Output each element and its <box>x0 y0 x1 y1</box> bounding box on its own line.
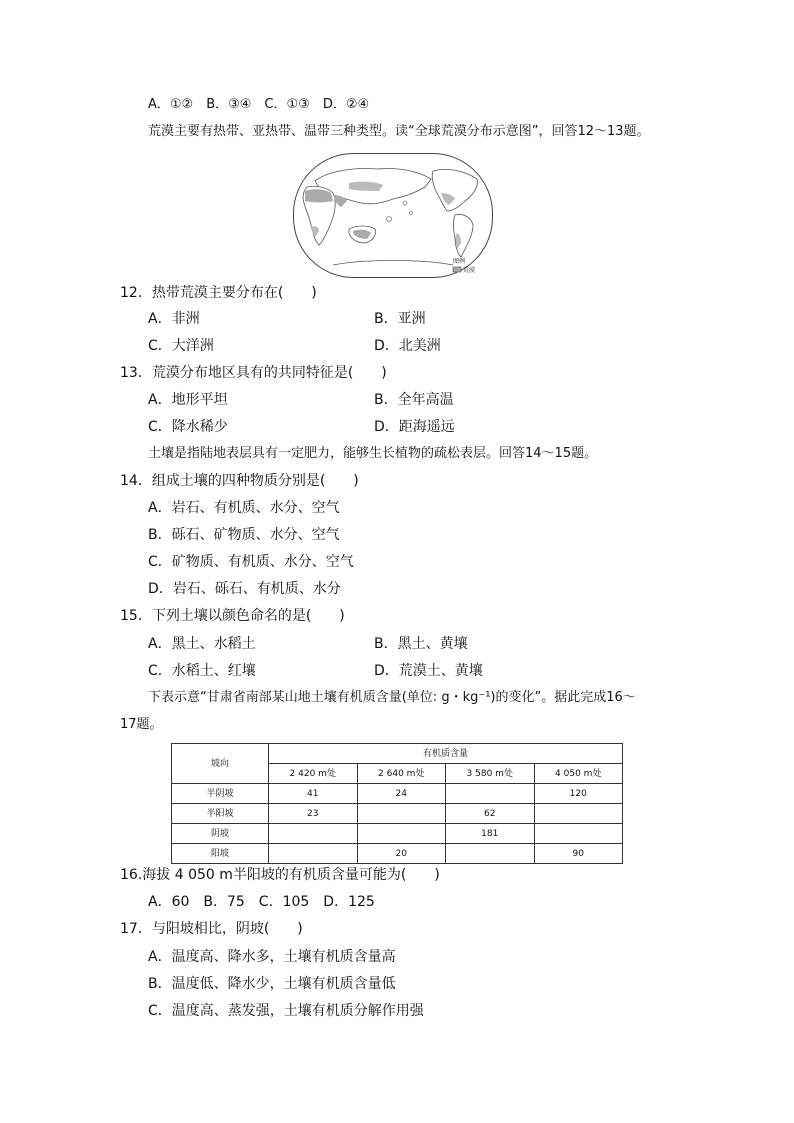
q12-option-b: B．亚洲 <box>374 311 426 327</box>
q13-option-a: A．地形平坦 <box>148 392 228 408</box>
table-cell: 23 <box>269 804 358 824</box>
q11-options: A．①② B．③④ C．①③ D．②④ <box>148 97 370 112</box>
q12-option-d: D．北美洲 <box>374 338 441 354</box>
q14-option-a: A．岩石、有机质、水分、空气 <box>148 500 340 516</box>
table-cell <box>269 844 358 864</box>
q14-option-b: B．砾石、矿物质、水分、空气 <box>148 527 340 543</box>
table-row <box>172 824 623 844</box>
table-row-label: 半阴坡 <box>172 784 269 804</box>
q13-option-b: B．全年高温 <box>374 392 454 408</box>
table-row <box>172 844 623 864</box>
table-cell <box>357 804 446 824</box>
table-row <box>172 784 623 804</box>
table-cell <box>357 824 446 844</box>
table-cell: 181 <box>446 824 535 844</box>
table-row-header: 坡向 <box>172 744 269 784</box>
q14-option-d: D．岩石、砾石、有机质、水分 <box>148 581 341 597</box>
organic-matter-table <box>171 743 623 864</box>
q15-option-d: D．荒漠土、黄壤 <box>374 663 483 679</box>
table-col-header: 4 050 m处 <box>534 764 623 784</box>
table-row <box>172 804 623 824</box>
q13-option-c: C．降水稀少 <box>148 419 228 435</box>
table-cell: 90 <box>534 844 623 864</box>
q13-option-d: D．距海遥远 <box>374 419 455 435</box>
q15-option-b: B．黑土、黄壤 <box>374 636 468 652</box>
table-cell: 120 <box>534 784 623 804</box>
q16-stem: 16.海拔 4 050 m半阳坡的有机质含量可能为( ) <box>120 867 440 883</box>
q15-option-c: C．水稻土、红壤 <box>148 663 256 679</box>
q14-stem: 14．组成土壤的四种物质分别是( ) <box>120 473 359 489</box>
table-group-header: 有机质含量 <box>269 744 623 764</box>
table-cell: 62 <box>446 804 535 824</box>
table-col-header: 2 640 m处 <box>357 764 446 784</box>
q12-option-c: C．大洋洲 <box>148 338 214 354</box>
table-cell <box>269 824 358 844</box>
table-cell <box>446 784 535 804</box>
intro-12-13: 荒漠主要有热带、亚热带、温带三种类型。读“全球荒漠分布示意图”，回答12～13题。 <box>148 124 650 139</box>
intro-16-17-line2: 17题。 <box>120 717 163 732</box>
world-desert-map <box>293 153 493 278</box>
q17-option-b: B．温度低、降水少，土壤有机质含量低 <box>148 976 396 992</box>
table-cell: 20 <box>357 844 446 864</box>
table-cell: 24 <box>357 784 446 804</box>
table-cell <box>446 844 535 864</box>
q17-option-c: C．温度高、蒸发强，土壤有机质分解作用强 <box>148 1003 424 1019</box>
intro-16-17-line1: 下表示意“甘肃省南部某山地土壤有机质含量(单位: g・kg⁻¹)的变化”。据此完成16～ <box>148 690 636 705</box>
q16-options: A．60 B．75 C．105 D．125 <box>148 894 375 910</box>
map-legend-title: 图例 <box>453 258 466 265</box>
table-row-label: 阴坡 <box>172 824 269 844</box>
q17-option-a: A．温度高、降水多，土壤有机质含量高 <box>148 949 396 965</box>
table-row-label: 半阳坡 <box>172 804 269 824</box>
q13-stem: 13．荒漠分布地区具有的共同特征是( ) <box>120 365 387 381</box>
q15-option-a: A．黑土、水稻土 <box>148 636 256 652</box>
table-cell <box>534 824 623 844</box>
q14-option-c: C．矿物质、有机质、水分、空气 <box>148 554 354 570</box>
q12-stem: 12．热带荒漠主要分布在( ) <box>120 285 317 301</box>
table-col-header: 3 580 m处 <box>446 764 535 784</box>
q12-option-a: A．非洲 <box>148 311 200 327</box>
intro-14-15: 土壤是指陆地表层具有一定肥力，能够生长植物的疏松表层。回答14～15题。 <box>148 446 598 461</box>
legend-desert-swatch <box>453 267 461 272</box>
q15-stem: 15．下列土壤以颜色命名的是( ) <box>120 608 345 624</box>
q17-stem: 17．与阳坡相比，阴坡( ) <box>120 921 303 937</box>
table-cell: 41 <box>269 784 358 804</box>
table-cell <box>534 804 623 824</box>
table-row-label: 阳坡 <box>172 844 269 864</box>
map-legend-item: 荒漠 <box>463 267 476 274</box>
table-col-header: 2 420 m处 <box>269 764 358 784</box>
